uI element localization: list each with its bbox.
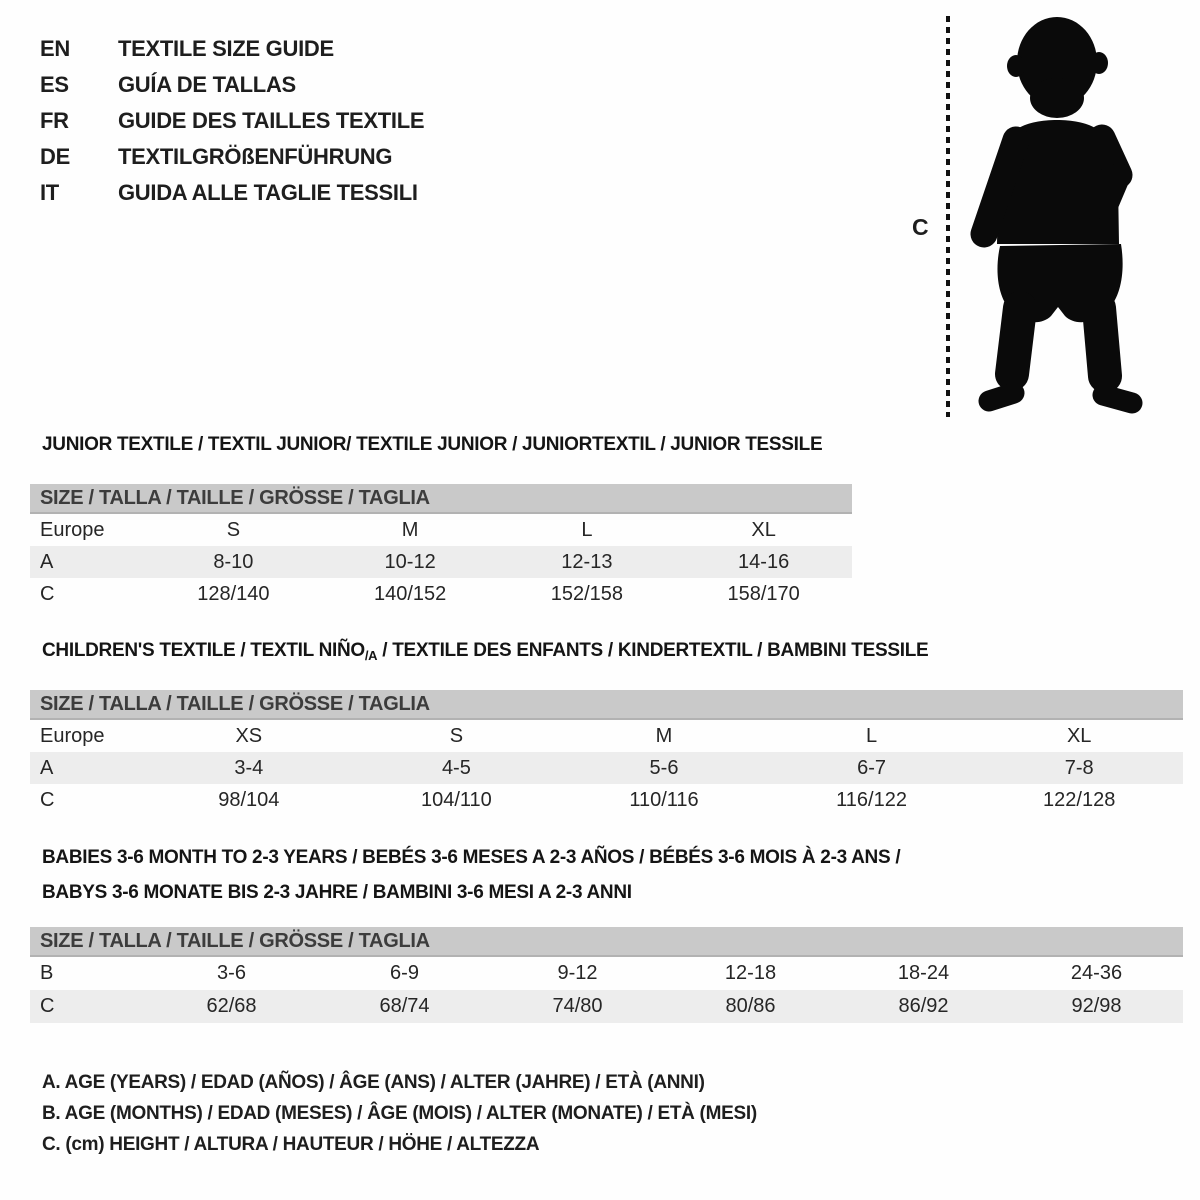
- age-cell: 7-8: [1064, 756, 1094, 779]
- toddler-silhouette-icon: [962, 14, 1148, 418]
- height-dotted-line: [946, 16, 950, 417]
- table-row-months: [30, 957, 1183, 990]
- table-row-height: [30, 578, 852, 610]
- table-row-height: [30, 990, 1183, 1023]
- height-cell: 140/152: [373, 582, 447, 605]
- height-cell: 74/80: [552, 995, 603, 1017]
- height-cell: 152/158: [550, 582, 624, 605]
- size-cell: L: [581, 518, 593, 541]
- height-cell: 98/104: [218, 788, 280, 811]
- language-title-list: [40, 31, 424, 211]
- children-title-part: / TEXTILE DES ENFANTS / KINDERTEXTIL / BAMBINI TESSILE: [377, 640, 929, 661]
- height-cell: 80/86: [725, 995, 776, 1017]
- size-cell: XS: [235, 724, 263, 747]
- height-cell: 86/92: [898, 995, 949, 1017]
- age-cell: 12-13: [561, 550, 613, 573]
- months-cell: 3-6: [217, 962, 246, 984]
- age-cell: 14-16: [738, 550, 790, 573]
- table-row-age: [30, 752, 1183, 784]
- age-cell: 4-5: [441, 756, 471, 779]
- language-row-it: [40, 175, 424, 211]
- language-row-en: [40, 31, 424, 67]
- row-label: C: [40, 995, 55, 1017]
- guide-title-it: GUIDA ALLE TAGLIE TESSILI: [118, 180, 418, 205]
- months-cell: 9-12: [557, 962, 598, 984]
- language-code: EN: [40, 36, 70, 61]
- table-row-height: [30, 784, 1183, 816]
- size-cell: XL: [1066, 724, 1092, 747]
- size-cell: S: [226, 518, 241, 541]
- table-row-europe: [30, 720, 1183, 752]
- row-label: B: [40, 962, 54, 984]
- babies-section-title-line1: BABIES 3-6 MONTH TO 2-3 YEARS / BEBÉS 3-6 MESES A 2-3 AÑOS / BÉBÉS 3-6 MOIS À 2-3 ANS /: [42, 847, 901, 868]
- junior-size-table: [30, 484, 852, 610]
- size-cell: M: [655, 724, 673, 747]
- babies-section-title-line2: BABYS 3-6 MONATE BIS 2-3 JAHRE / BAMBINI 3-6 MESI A 2-3 ANNI: [42, 882, 632, 903]
- size-cell: XL: [751, 518, 776, 541]
- row-label: A: [40, 550, 54, 573]
- babies-size-table: [30, 927, 1183, 1023]
- guide-title-de: TEXTILGRÖßENFÜHRUNG: [118, 144, 393, 169]
- row-label: Europe: [40, 724, 105, 747]
- legend-line-a: A. AGE (YEARS) / EDAD (AÑOS) / ÂGE (ANS) / ALTER (JAHRE) / ETÀ (ANNI): [42, 1072, 705, 1093]
- language-code: FR: [40, 108, 69, 133]
- language-row-fr: [40, 103, 424, 139]
- height-cell: 104/110: [420, 788, 492, 811]
- guide-title-fr: GUIDE DES TAILLES TEXTILE: [118, 108, 425, 133]
- months-cell: 24-36: [1070, 962, 1123, 984]
- height-cell: 92/98: [1071, 995, 1122, 1017]
- height-cell: 68/74: [379, 995, 430, 1017]
- size-header-bar: SIZE / TALLA / TAILLE / GRÖSSE / TAGLIA: [30, 690, 1183, 720]
- row-label: C: [40, 788, 55, 811]
- height-cell: 158/170: [727, 582, 800, 605]
- children-title-part: CHILDREN'S TEXTILE / TEXTIL NIÑO: [42, 640, 365, 661]
- size-cell: S: [449, 724, 464, 747]
- size-header-bar: SIZE / TALLA / TAILLE / GRÖSSE / TAGLIA: [30, 484, 852, 514]
- size-header-bar: SIZE / TALLA / TAILLE / GRÖSSE / TAGLIA: [30, 927, 1183, 957]
- language-code: ES: [40, 72, 69, 97]
- children-size-table: [30, 690, 1183, 816]
- language-row-es: [40, 67, 424, 103]
- height-cell: 116/122: [836, 788, 907, 811]
- guide-title-es: GUÍA DE TALLAS: [118, 72, 296, 97]
- size-cell: M: [401, 518, 419, 541]
- language-code: DE: [40, 144, 70, 169]
- language-code: IT: [40, 180, 59, 205]
- language-row-de: [40, 139, 424, 175]
- age-cell: 8-10: [213, 550, 254, 573]
- children-title-sub: /A: [364, 648, 378, 663]
- age-cell: 3-4: [234, 756, 264, 779]
- months-cell: 18-24: [897, 962, 950, 984]
- height-cell: 128/140: [197, 582, 270, 605]
- height-cell: 110/116: [629, 788, 699, 811]
- height-measure-label: C: [912, 214, 929, 240]
- height-cell: 122/128: [1043, 788, 1116, 811]
- age-cell: 10-12: [384, 550, 436, 573]
- measure-legend: [42, 1072, 757, 1165]
- guide-title-en: TEXTILE SIZE GUIDE: [118, 36, 334, 61]
- table-row-europe: [30, 514, 852, 546]
- table-row-age: [30, 546, 852, 578]
- legend-line-c: C. (cm) HEIGHT / ALTURA / HAUTEUR / HÖHE / ALTEZZA: [42, 1134, 540, 1155]
- height-cell: 62/68: [206, 995, 257, 1017]
- age-cell: 6-7: [857, 756, 887, 779]
- row-label: C: [40, 582, 55, 605]
- children-section-title: [42, 640, 928, 663]
- row-label: A: [40, 756, 54, 779]
- age-cell: 5-6: [649, 756, 679, 779]
- row-label: Europe: [40, 518, 105, 541]
- months-cell: 6-9: [390, 962, 419, 984]
- size-cell: L: [866, 724, 878, 747]
- legend-line-b: B. AGE (MONTHS) / EDAD (MESES) / ÂGE (MOIS) / ALTER (MONATE) / ETÀ (MESI): [42, 1103, 757, 1124]
- months-cell: 12-18: [724, 962, 777, 984]
- junior-section-title: JUNIOR TEXTILE / TEXTIL JUNIOR/ TEXTILE JUNIOR / JUNIORTEXTIL / JUNIOR TESSILE: [42, 434, 823, 455]
